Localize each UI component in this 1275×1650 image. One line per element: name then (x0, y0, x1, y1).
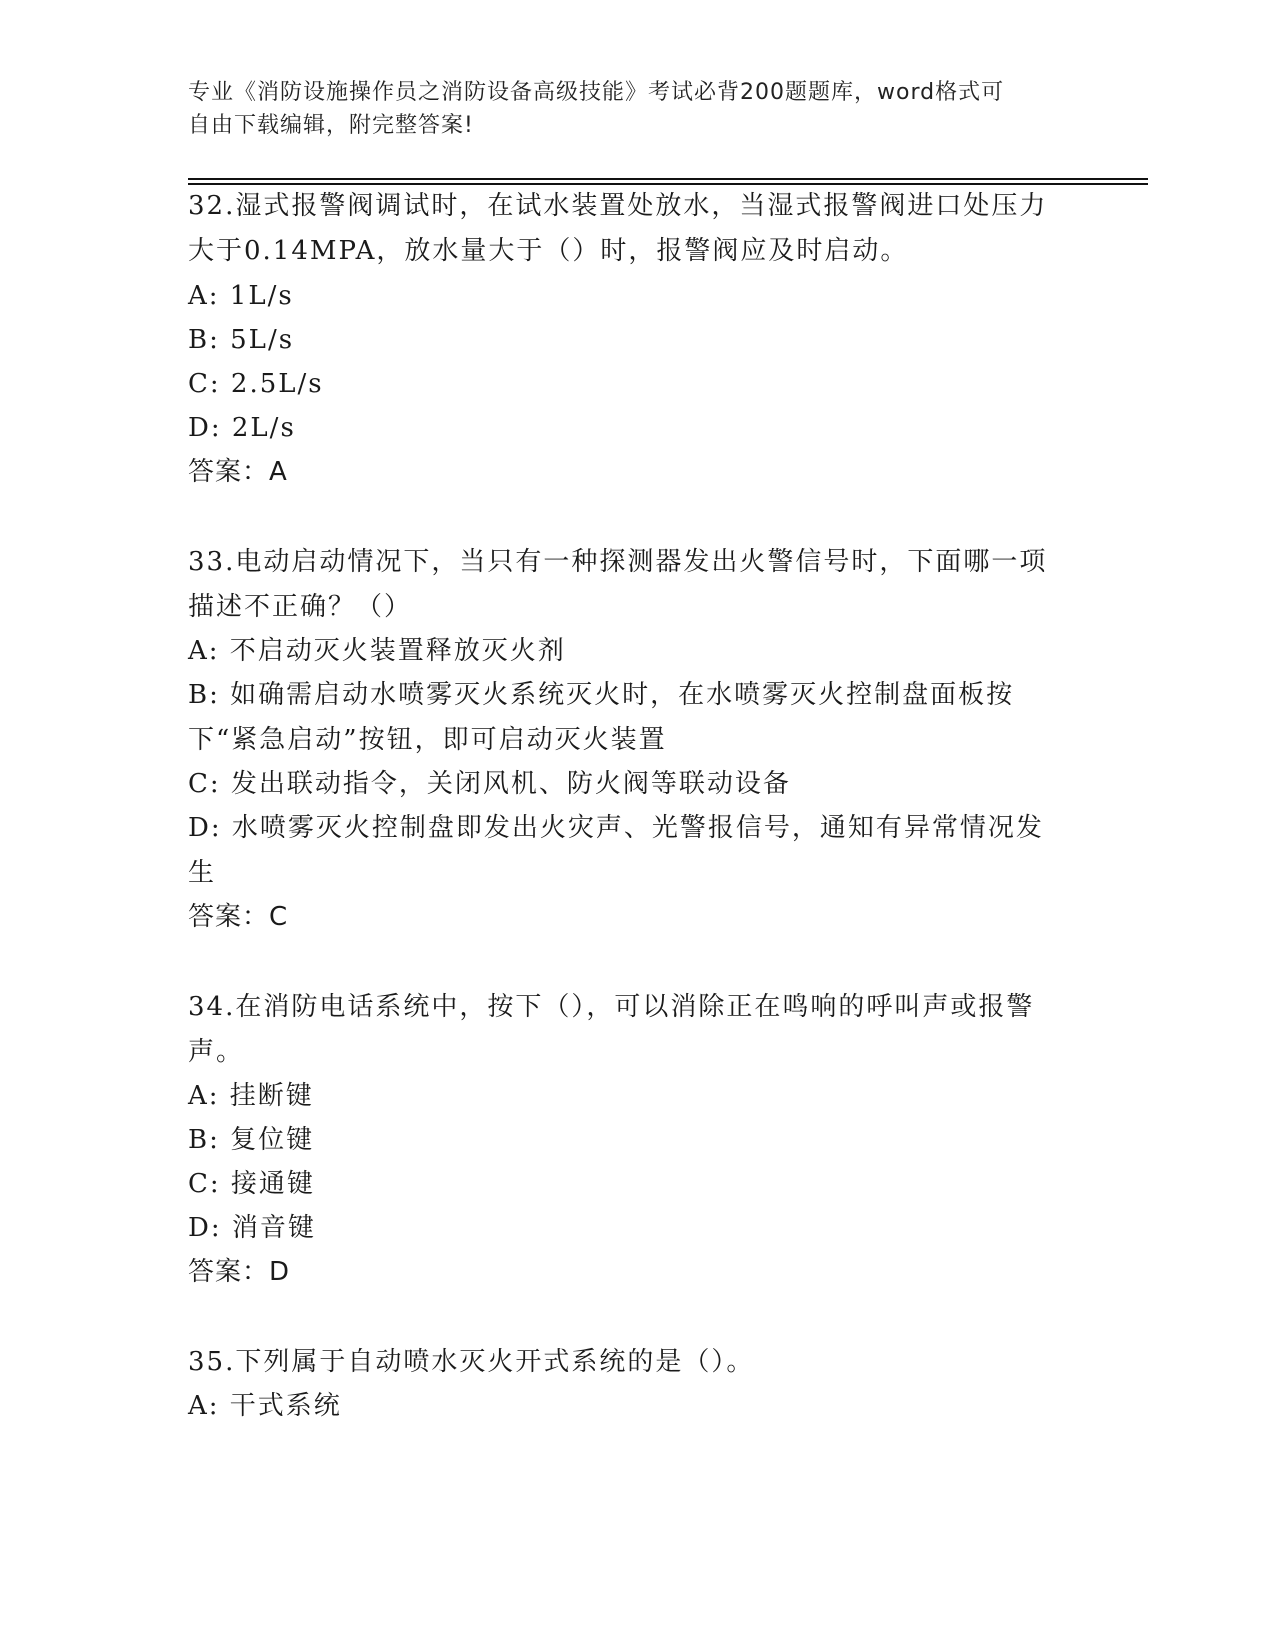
question-33-option-a: A: 不启动灭火装置释放灭火剂 (188, 636, 566, 666)
question-33-stem: 33.电动启动情况下，当只有一种探测器发出火警信号时，下面哪一项描述不正确？（） (188, 547, 1048, 622)
question-35-option-a: A: 干式系统 (188, 1391, 342, 1421)
question-33-option-b: B: 如确需启动水喷雾灭火系统灭火时，在水喷雾灭火控制盘面板按下“紧急启动”按钮，即可启动灭火装置 (188, 680, 1015, 755)
question-33-option-d: D: 水喷雾灭火控制盘即发出火灾声、光警报信号，通知有异常情况发生 (188, 813, 1044, 888)
question-32-answer: 答案：A (188, 457, 288, 487)
question-34-option-b: B: 复位键 (188, 1125, 315, 1155)
question-34-option-d: D: 消音键 (188, 1213, 316, 1243)
question-32-option-c: C: 2.5L/s (188, 369, 324, 399)
question-34-answer: 答案：D (188, 1257, 291, 1287)
question-33-answer: 答案：C (188, 902, 289, 932)
header-line-1: 专业《消防设施操作员之消防设备高级技能》考试必背200题题库，word格式可 (188, 80, 1005, 105)
question-34-stem: 34.在消防电话系统中，按下（），可以消除正在鸣响的呼叫声或报警声。 (188, 992, 1035, 1067)
question-32-option-d: D: 2L/s (188, 413, 296, 443)
question-34-option-a: A: 挂断键 (188, 1081, 314, 1111)
document-header (188, 76, 1088, 142)
question-33-option-c: C: 发出联动指令，关闭风机、防火阀等联动设备 (188, 769, 791, 799)
question-32-stem: 32.湿式报警阀调试时，在试水装置处放水，当湿式报警阀进口处压力大于0.14MPA，放水量大于（）时，报警阀应及时启动。 (188, 191, 1048, 266)
header-line-2: 自由下载编辑，附完整答案! (188, 113, 474, 138)
question-32-option-b: B: 5L/s (188, 325, 295, 355)
header-divider-top (188, 178, 1148, 180)
question-32-option-a: A: 1L/s (188, 281, 294, 311)
question-35-stem: 35.下列属于自动喷水灭火开式系统的是（）。 (188, 1347, 755, 1377)
question-34-option-c: C: 接通键 (188, 1169, 315, 1199)
